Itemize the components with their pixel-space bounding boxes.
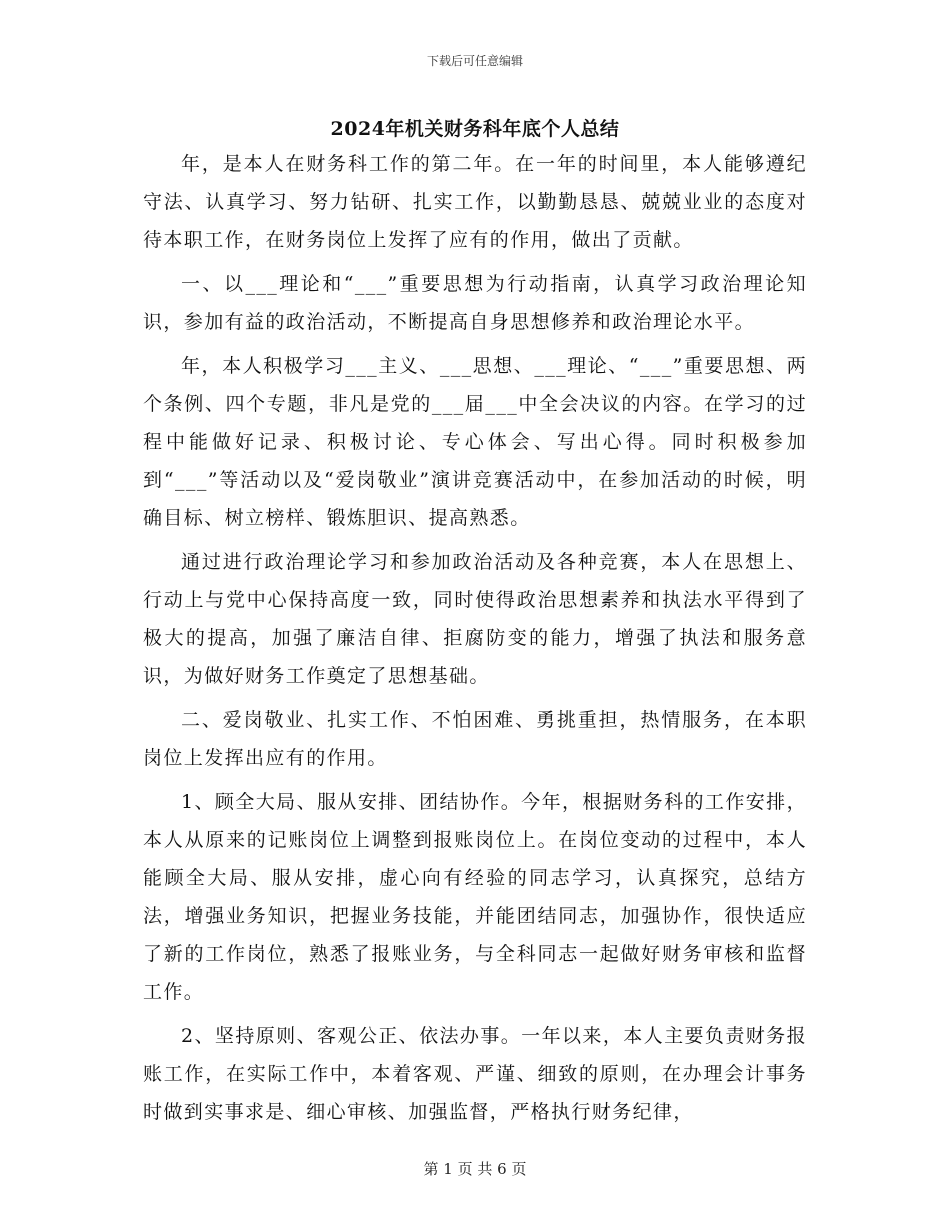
document-title: 2024年机关财务科年底个人总结	[330, 118, 620, 140]
document-body	[143, 145, 807, 1137]
paragraph-section-two: 二、爱岗敬业、扎实工作、不怕困难、勇挑重担，热情服务，在本职岗位上发挥出应有的作用。	[143, 709, 807, 769]
paragraph-outcome: 通过进行政治理论学习和参加政治活动及各种竞赛，本人在思想上、行动上与党中心保持高度一致，同时使得政治思想素养和执法水平得到了极大的提高，加强了廉洁自律、拒腐防变的能力，增强了执法和服务意识，为做好财务工作奠定了思想基础。	[143, 551, 807, 687]
paragraph-intro: 年，是本人在财务科工作的第二年。在一年的时间里，本人能够遵纪守法、认真学习、努力钻研、扎实工作，以勤勤恳恳、兢兢业业的态度对待本职工作，在财务岗位上发挥了应有的作用，做出了贡献。	[143, 153, 807, 251]
header-note: 下载后可任意编辑	[426, 54, 523, 68]
paragraph-point-one: 1、顾全大局、服从安排、团结协作。今年，根据财务科的工作安排，本人从原来的记账岗位上调整到报账岗位上。在岗位变动的过程中，本人能顾全大局、服从安排，虚心向有经验的同志学习，认真探究，总结方法，增强业务知识，把握业务技能，并能团结同志，加强协作，很快适应了新的工作岗位，熟悉了报账业务，与全科同志一起做好财务审核和监督工作。	[143, 791, 807, 1003]
paragraph-point-two: 2、坚持原则、客观公正、依法办事。一年以来，本人主要负责财务报账工作，在实际工作中，本着客观、严谨、细致的原则，在办理会计事务时做到实事求是、细心审核、加强监督，严格执行财务纪律，	[143, 1025, 807, 1123]
page-number: 第 1 页 共 6 页	[423, 1160, 527, 1178]
paragraph-section-one: 一、以___理论和“___”重要思想为行动指南，认真学习政治理论知识，参加有益的政治活动，不断提高自身思想修养和政治理论水平。	[143, 273, 807, 333]
paragraph-study: 年，本人积极学习___主义、___思想、___理论、“___”重要思想、两个条例、四个专题，非凡是党的___届___中全会决议的内容。在学习的过程中能做好记录、积极讨论、专心体会、写出心得。同时积极参加到“___”等活动以及“爱岗敬业”演讲竞赛活动中，在参加活动的时候，明确目标、树立榜样、锻炼胆识、提高熟悉。	[143, 355, 807, 529]
